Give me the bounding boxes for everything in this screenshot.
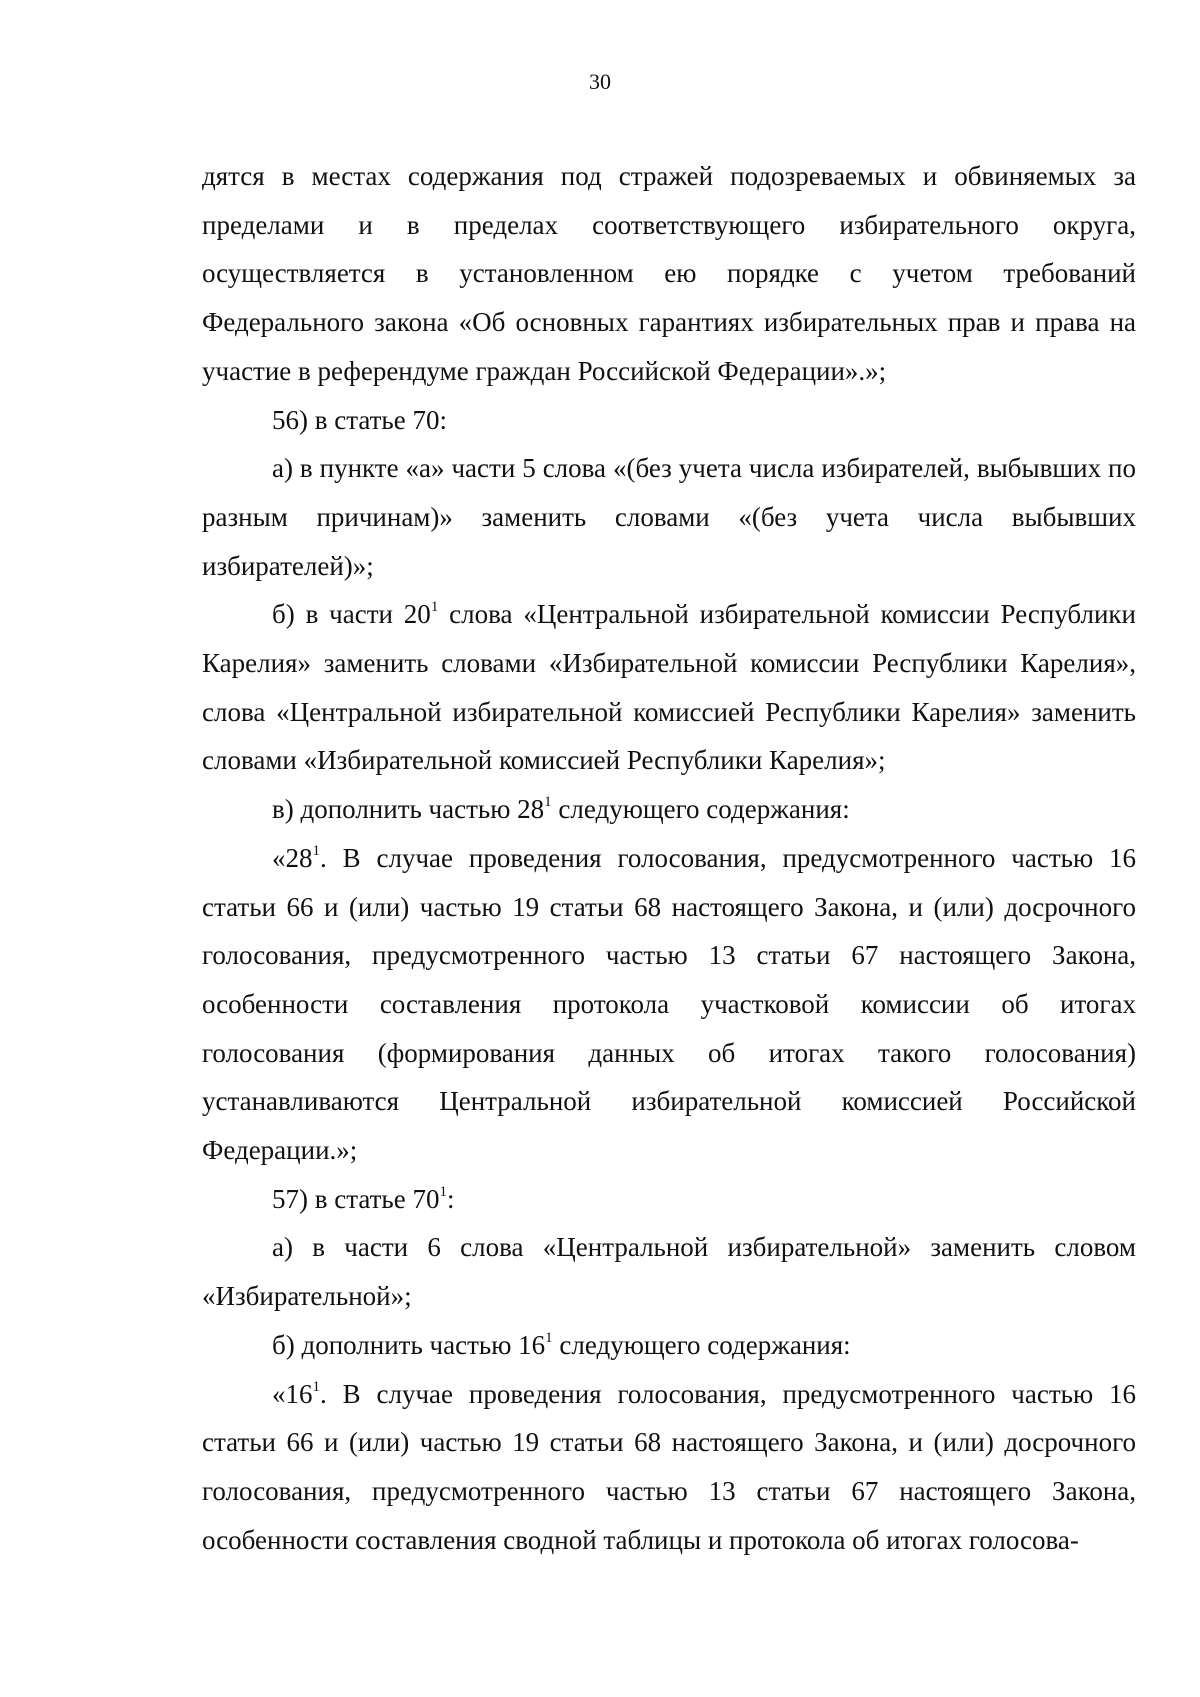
- superscript: 1: [312, 1378, 320, 1395]
- paragraph-text: «28: [272, 842, 313, 873]
- document-body: [202, 152, 1136, 1564]
- paragraph-text: а) в пункте «а» части 5 слова «(без учета числа избирателей, выбывших по разным причинам)» заменить словами «(без учета числа выбывших избирателей)»;: [202, 453, 1136, 581]
- paragraph-text: . В случае проведения голосования, предусмотренного частью 16 статьи 66 и (или) частью 19 статьи 68 настоящего Закона, и (или) досрочного голосования, предусмотренного частью 13 статьи 67 настоящего Закона, особенности составления сводной таблицы и протокола об итогах голосова-: [202, 1378, 1136, 1555]
- paragraph-text: . В случае проведения голосования, предусмотренного частью 16 статьи 66 и (или) частью 19 статьи 68 настоящего Закона, и (или) досрочного голосования, предусмотренного частью 13 статьи 67 настоящего Закона, особенности составления протокола участковой комиссии об итогах голосования (формирования данных об итогах такого голосования) устанавливаются Центральной избирательной комиссией Российской Федерации.»;: [202, 842, 1136, 1166]
- paragraph-item-57: [202, 1175, 1136, 1224]
- page-number: 30: [589, 69, 611, 94]
- paragraph-text: б) в части 20: [272, 599, 431, 630]
- paragraph-text: 56) в статье 70:: [272, 404, 447, 435]
- paragraph-text: «16: [272, 1378, 313, 1409]
- paragraph-text: следующего содержания:: [551, 794, 850, 825]
- paragraph-text: слова «Центральной избирательной комиссии Республики Карелия» заменить словами «Избирательной комиссии Республики Карелия», слова «Центральной избирательной комиссией Республики Карелия» заменить словами «Избирательной комиссией Республики Карелия»;: [202, 599, 1136, 776]
- paragraph-item-57-b: [202, 1321, 1136, 1370]
- paragraph-item-57-a: [202, 1223, 1136, 1320]
- superscript: 1: [312, 842, 320, 859]
- paragraph-text: следующего содержания:: [552, 1329, 851, 1360]
- paragraph-text: в) дополнить частью 28: [272, 794, 545, 825]
- paragraph-item-56: [202, 396, 1136, 445]
- paragraph-text: б) дополнить частью 16: [272, 1329, 546, 1360]
- paragraph-item-56-v: [202, 785, 1136, 834]
- paragraph-text: 57) в статье 70: [272, 1183, 440, 1214]
- superscript: 1: [544, 794, 552, 811]
- paragraph-text: дятся в местах содержания под стражей подозреваемых и обвиняемых за пределами и в пределах соответствующего избирательного округа, осуществляется в установленном ею порядке с учетом требований Федерального закона «Об основных гарантиях избирательных прав и права на участие в референдуме граждан Российской Федерации».»;: [202, 161, 1136, 386]
- paragraph-quote-28-1: [202, 834, 1136, 1175]
- paragraph-text: :: [446, 1183, 455, 1214]
- superscript: 1: [545, 1329, 553, 1346]
- paragraph-continuation: [202, 152, 1136, 396]
- paragraph-item-56-a: [202, 444, 1136, 590]
- superscript: 1: [439, 1183, 447, 1200]
- paragraph-item-56-b: [202, 590, 1136, 785]
- superscript: 1: [430, 599, 439, 616]
- paragraph-text: а) в части 6 слова «Центральной избирательной» заменить словом «Избирательной»;: [202, 1232, 1136, 1312]
- paragraph-quote-16-1: [202, 1370, 1136, 1565]
